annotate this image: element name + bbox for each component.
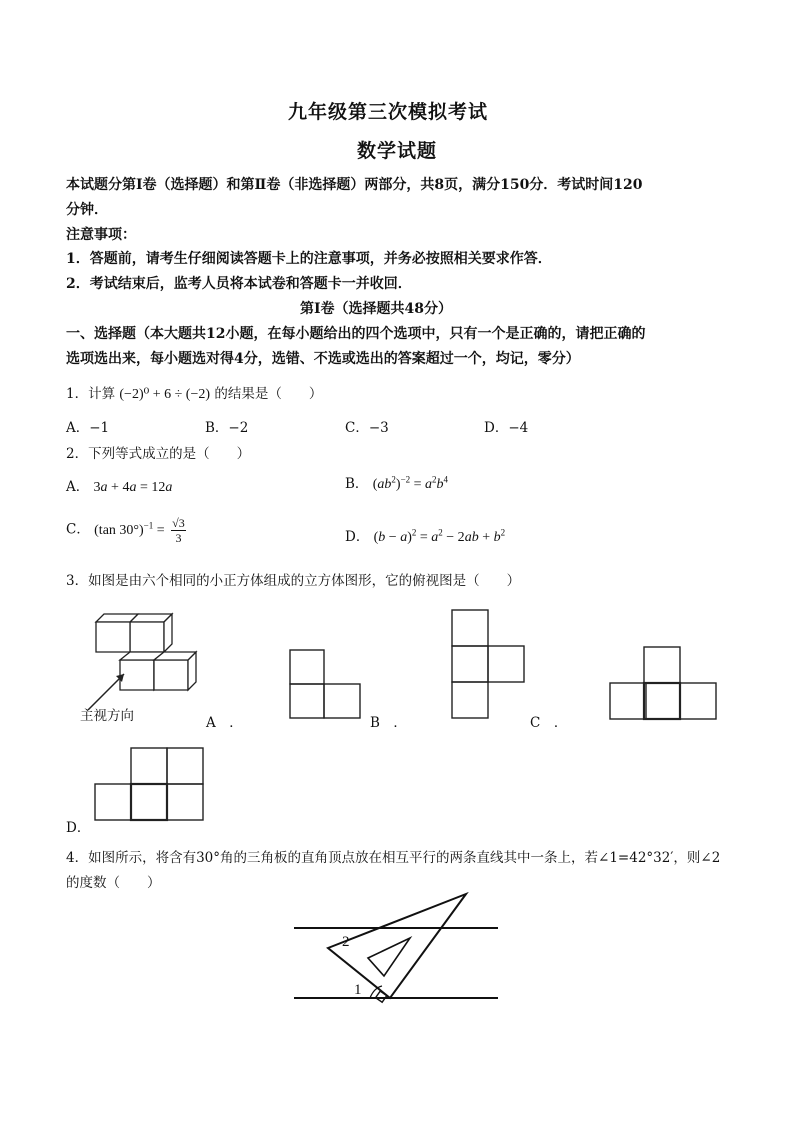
question-2: 2．下列等式成立的是（ ） [66, 446, 251, 462]
q3-option-b-figure [450, 608, 526, 720]
notice-item-1: 1．答题前，请考生仔细阅读答题卡上的注意事项，并务必按照相关要求作答． [66, 251, 552, 267]
q2-option-d-label: D． [345, 529, 370, 545]
set-square-inner [368, 938, 410, 976]
exam-subtitle: 数学试题 [357, 140, 438, 162]
q2-option-c-label: C． [66, 521, 90, 538]
question-1 [66, 382, 322, 403]
angle-1-label: 1 [354, 982, 362, 998]
view-direction-caption: 主视方向 [80, 708, 134, 724]
q2-option-b[interactable] [345, 472, 448, 493]
q2-option-c-fraction: $\frac{√3}{3}$ [172, 516, 185, 545]
notice-heading: 注意事项： [66, 227, 136, 243]
q3-option-b[interactable]: B ． [370, 715, 407, 731]
q2-option-b-label: B． [345, 476, 369, 492]
section-heading: 第Ⅰ卷（选择题共48分） [300, 301, 453, 317]
q2-option-a[interactable] [66, 475, 172, 496]
section-instruction-2: 选项选出来，每小题选对得4分，选错、不选或选出的答案超过一个，均记，零分） [66, 351, 580, 367]
q2-option-d[interactable] [345, 525, 505, 546]
intro-line-2: 分钟． [66, 202, 108, 218]
q3-option-a-figure [288, 648, 364, 720]
q2-option-c-formula: (tan 30°)$^{-1}$ = $\frac{√3}{3}$ [94, 516, 185, 545]
q2-option-c[interactable] [66, 516, 186, 545]
section-instruction-1: 一、选择题（本大题共12小题，在每小题给出的四个选项中，只有一个是正确的，请把正确的 [66, 326, 646, 342]
question-3: 3．如图是由六个相同的小正方体组成的立方体图形，它的俯视图是（ ） [66, 573, 521, 589]
notice-item-2: 2．考试结束后，监考人员将本试卷和答题卡一并收回． [66, 276, 412, 292]
q4-triangle-parallel-lines-figure [290, 888, 500, 1006]
angle-2-label: 2 [342, 934, 350, 950]
question-4-line-2: 的度数（ ） [66, 875, 161, 891]
q3-option-d[interactable]: D． [66, 820, 91, 836]
q2-option-d-formula: $(b - a)^2 = a^2 - 2ab + b^2$ [373, 527, 506, 545]
question-4-line-1: 4．如图所示，将含有30°角的三角板的直角顶点放在相互平行的两条直线其中一条上，若∠1=42°32′，则∠2 [66, 850, 721, 866]
q1-option-c[interactable]: C．−3 [345, 420, 389, 436]
q3-option-c[interactable]: C ． [530, 715, 568, 731]
q2-option-b-formula: $(ab^2)^{-2} = a^2b^4$ [372, 474, 449, 492]
question-1-suffix: 的结果是（ ） [214, 386, 323, 402]
question-1-prefix: 1．计算 [66, 386, 116, 402]
question-1-expression: (−2)⁰ + 6 ÷ (−2) [119, 387, 211, 402]
q2-option-a-label: A． [66, 479, 90, 495]
exam-title: 九年级第三次模拟考试 [288, 101, 489, 123]
q1-option-a[interactable]: A．−1 [66, 420, 110, 436]
q1-option-d[interactable]: D．−4 [484, 420, 529, 436]
q3-option-a[interactable]: A ． [206, 715, 243, 731]
intro-line-1: 本试题分第Ⅰ卷（选择题）和第Ⅱ卷（非选择题）两部分，共8页，满分150分．考试时间120 [66, 177, 643, 193]
q1-option-b[interactable]: B．−2 [205, 420, 249, 436]
q3-option-c-figure [608, 645, 720, 721]
q2-option-a-formula: 3a + 4a = 12a [93, 480, 173, 495]
q3-option-d-figure [93, 746, 205, 822]
